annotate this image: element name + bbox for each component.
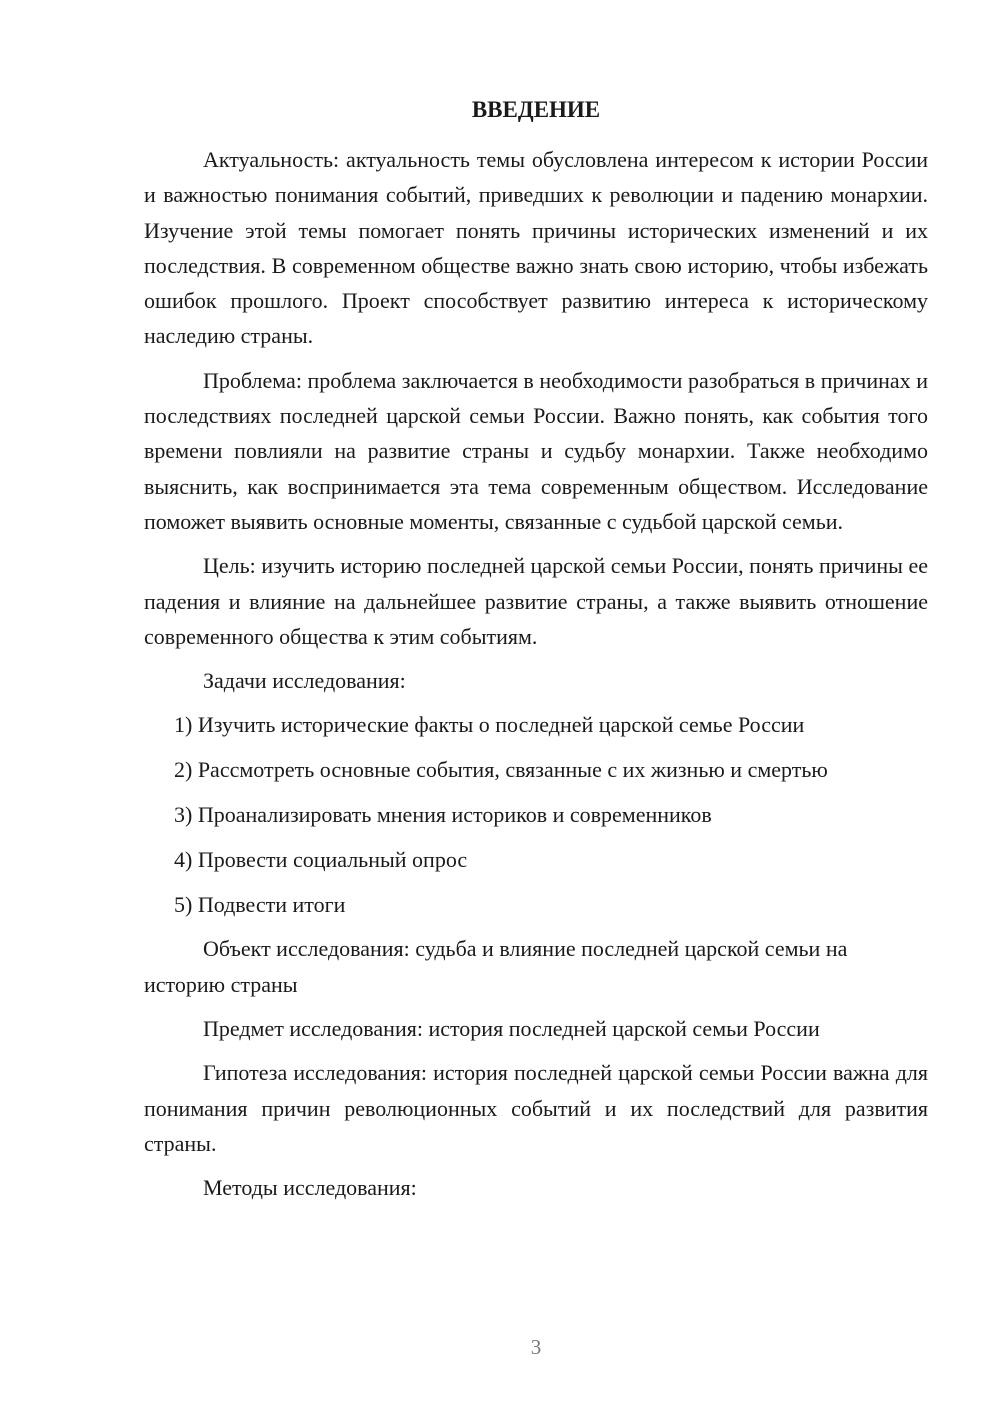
- list-item: 1) Изучить исторические факты о последней царской семье России: [174, 712, 805, 738]
- paragraph-goal: Цель: изучить историю последней царской семьи России, понять причины ее падения и влияние на дальнейшее развитие страны, а также выявить отношение современного общества к этим событиям.: [144, 553, 928, 649]
- list-item: 2) Рассмотреть основные события, связанные с их жизнью и смертью: [174, 757, 828, 783]
- list-item: 4) Провести социальный опрос: [174, 846, 468, 872]
- page-number: 3: [530, 1335, 542, 1359]
- paragraph-relevance: Актуальность: актуальность темы обусловлена интересом к истории России и важностью понимания событий, приведших к революции и падению монархии. Изучение этой темы помогает понять причины исторических изменений и их последствия. В современном обществе важно знать свою историю, чтобы избежать ошибок прошлого. Проект способствует развитию интереса к историческому наследию страны.: [144, 147, 928, 349]
- list-item: 3) Проанализировать мнения историков и современников: [174, 802, 712, 828]
- paragraph-object: Объект исследования: судьба и влияние последней царской семьи на историю страны: [144, 936, 848, 997]
- paragraph-subject: Предмет исследования: история последней царской семьи России: [203, 1016, 820, 1042]
- list-item: 5) Подвести итоги: [174, 891, 346, 917]
- tasks-list: [144, 707, 928, 921]
- methods-heading: Методы исследования:: [203, 1175, 417, 1201]
- document-body: [144, 142, 928, 1215]
- paragraph-hypothesis: Гипотеза исследования: история последней царской семьи России важна для понимания причин революционных событий и их последствий для развития страны.: [144, 1060, 928, 1156]
- tasks-heading: Задачи исследования:: [203, 668, 406, 694]
- paragraph-problem: Проблема: проблема заключается в необходимости разобраться в причинах и последствиях последней царской семьи России. Важно понять, как события того времени повлияли на развитие страны и судьбу монархии. Также необходимо выяснить, как воспринимается эта тема современным обществом. Исследование поможет выявить основные моменты, связанные с судьбой царской семьи.: [144, 367, 928, 534]
- page-title: ВВЕДЕНИЕ: [471, 97, 601, 122]
